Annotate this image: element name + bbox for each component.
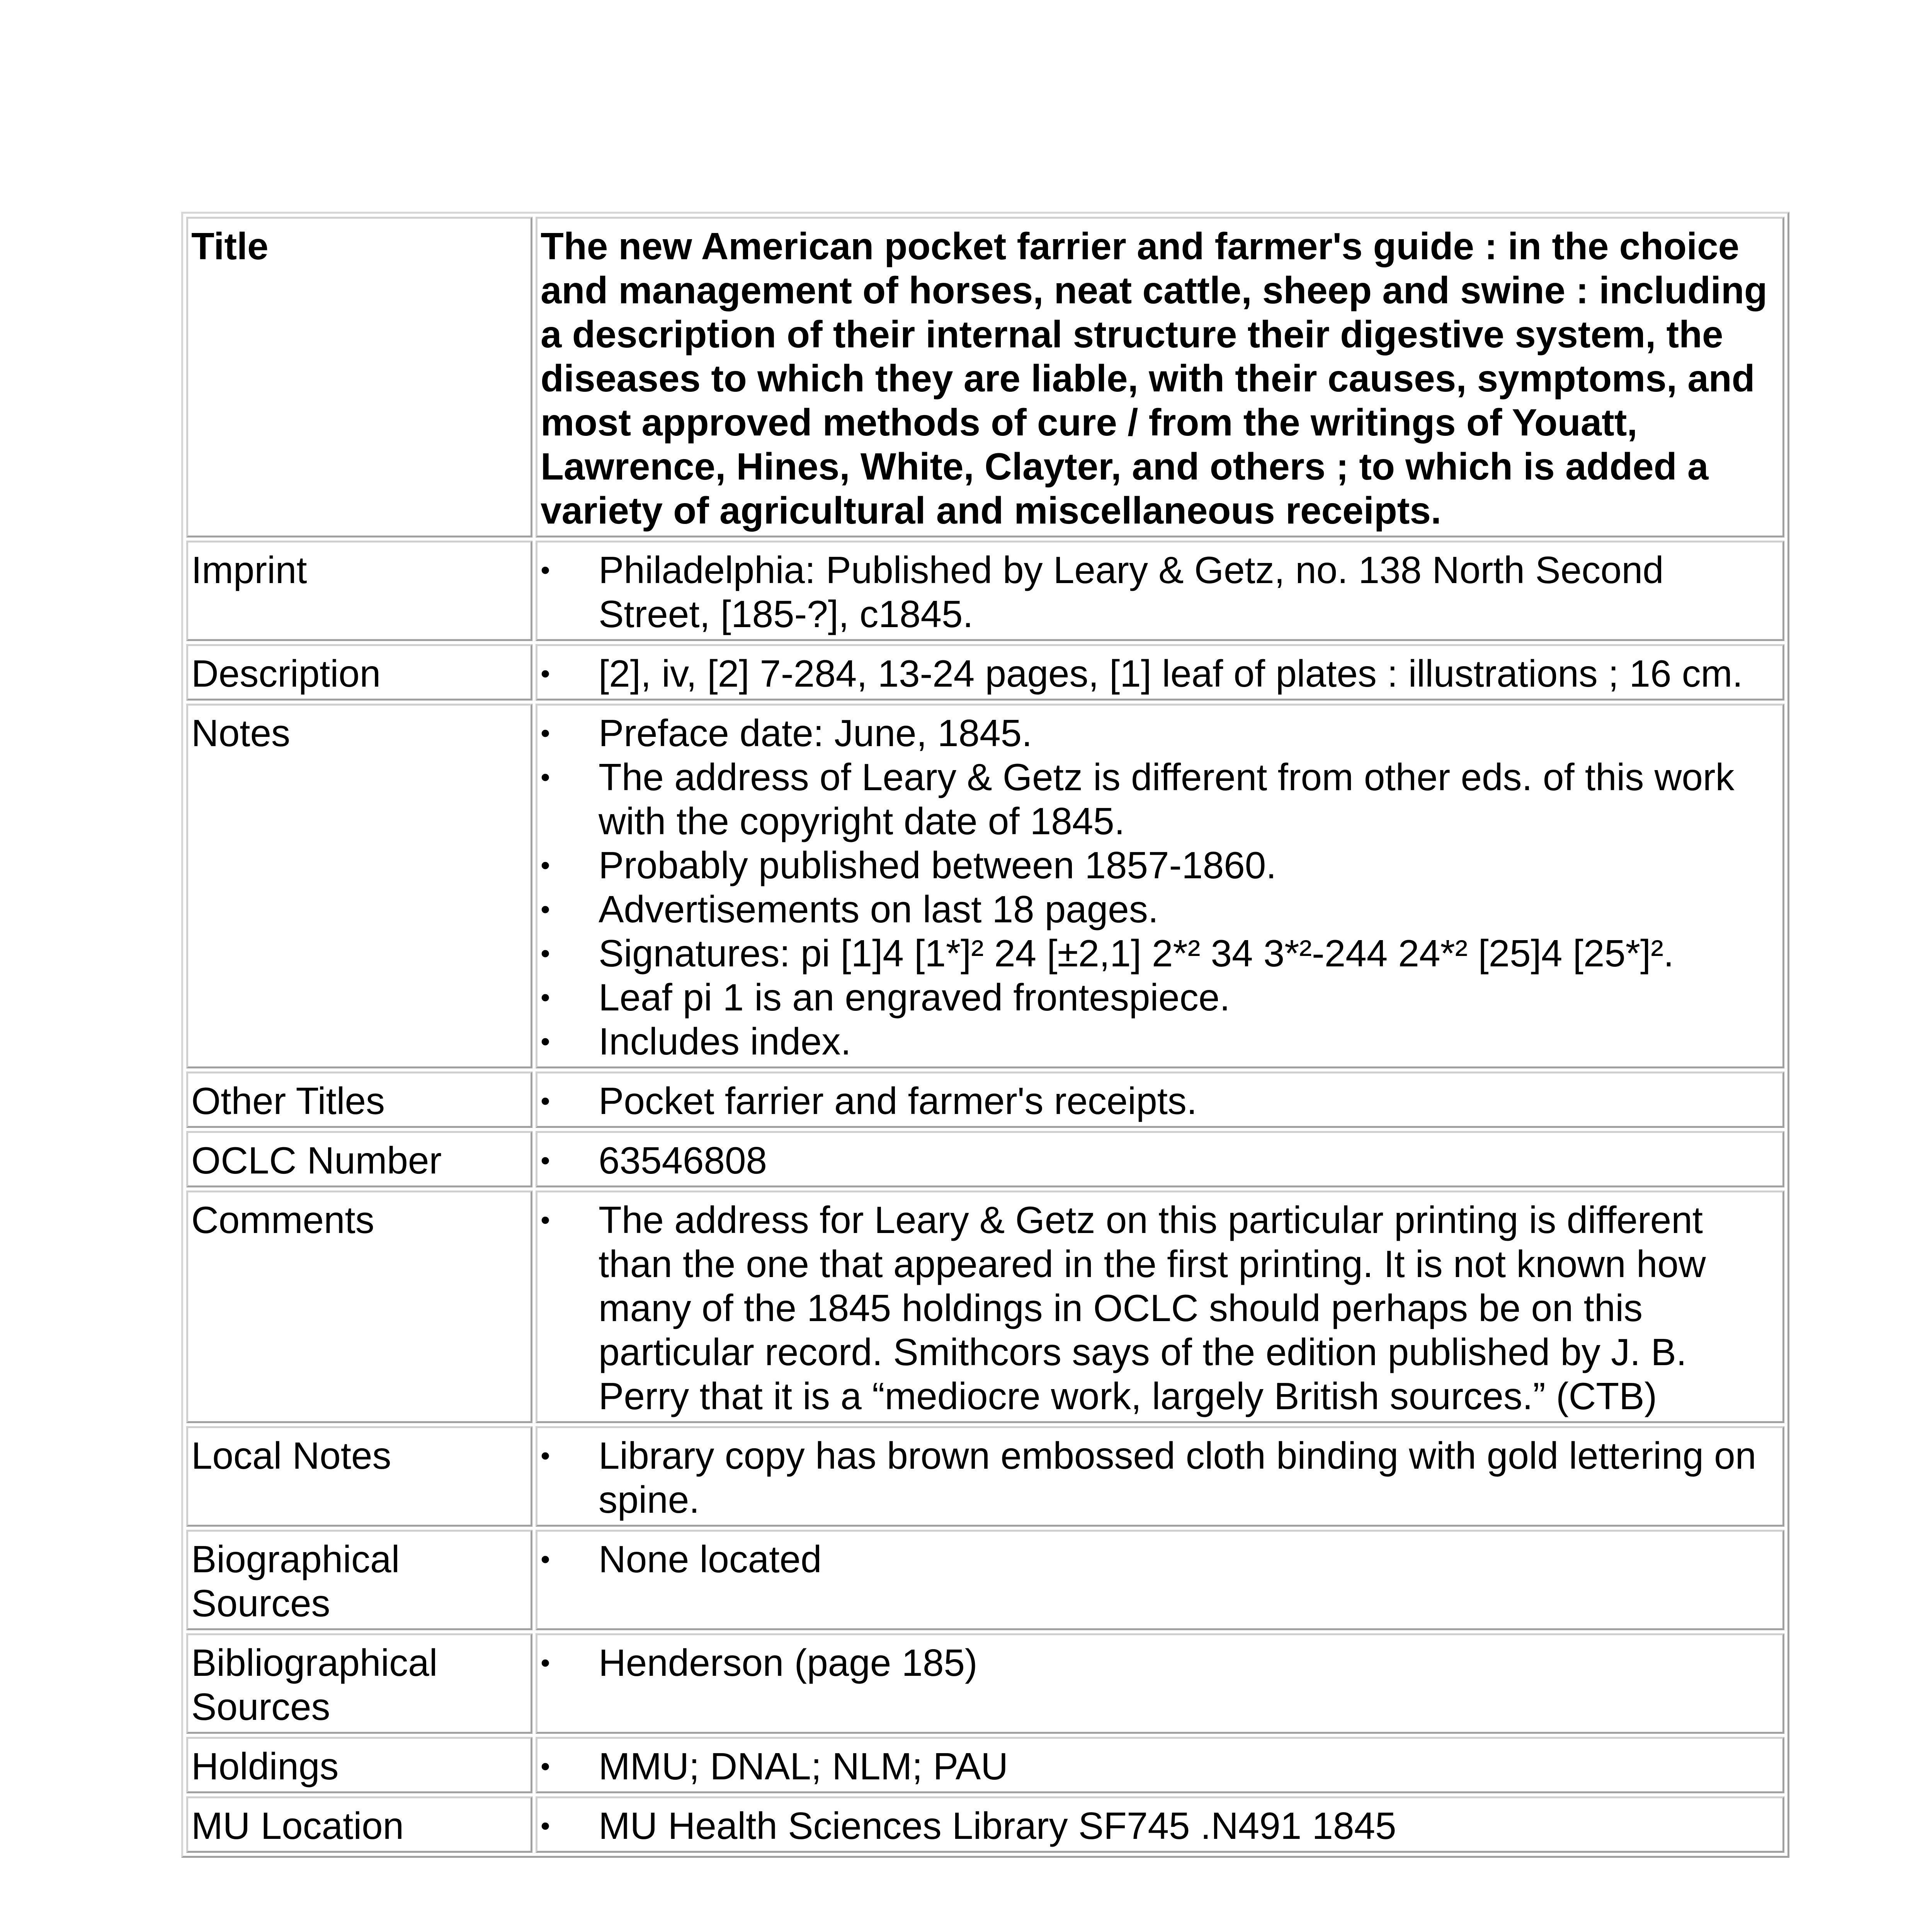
field-value-item: • Signatures: pi [1]4 [1*]² 24 [±2,1] 2*² 34 3*²-244 24*² [25]4 [25*]². <box>599 931 1779 975</box>
field-label-local-notes: Local Notes <box>186 1426 532 1527</box>
field-label-comments: Comments <box>186 1190 532 1423</box>
record-row-holdings <box>186 1737 1784 1793</box>
record-row-title <box>186 217 1784 537</box>
field-value-list <box>541 1434 1779 1522</box>
field-value-item: • 63546808 <box>599 1138 1779 1182</box>
field-value-list <box>541 548 1779 636</box>
field-value-item: • [2], iv, [2] 7-284, 13-24 pages, [1] leaf of plates : illustrations ; 16 cm. <box>599 651 1779 696</box>
record-row-local-notes <box>186 1426 1784 1527</box>
record-row-imprint <box>186 541 1784 641</box>
catalog-record-table <box>181 212 1789 1858</box>
field-value-list <box>541 1537 1779 1581</box>
field-label-description: Description <box>186 644 532 701</box>
field-value-item: • Pocket farrier and farmer's receipts. <box>599 1079 1779 1123</box>
field-label-mu-location: MU Location <box>186 1796 532 1853</box>
field-label-title: Title <box>186 217 532 537</box>
field-label-imprint: Imprint <box>186 541 532 641</box>
field-value-item: • Preface date: June, 1845. <box>599 711 1779 755</box>
field-value-list <box>541 1804 1779 1848</box>
field-value-item: • The address of Leary & Getz is different from other eds. of this work with the copyright date of 1845. <box>599 755 1779 843</box>
field-value-comments <box>536 1190 1784 1423</box>
field-label-other-titles: Other Titles <box>186 1071 532 1128</box>
field-value-biographical-sources <box>536 1530 1784 1630</box>
field-value-list <box>541 711 1779 1063</box>
field-value-description <box>536 644 1784 701</box>
record-row-bibliographical-sources <box>186 1633 1784 1734</box>
record-row-biographical-sources <box>186 1530 1784 1630</box>
field-value-item: • Library copy has brown embossed cloth binding with gold lettering on spine. <box>599 1434 1779 1522</box>
field-value-item: • Probably published between 1857-1860. <box>599 843 1779 887</box>
field-value-item: • MMU; DNAL; NLM; PAU <box>599 1744 1779 1788</box>
field-value-holdings <box>536 1737 1784 1793</box>
field-value-mu-location <box>536 1796 1784 1853</box>
field-value-oclc-number <box>536 1131 1784 1187</box>
field-value-list <box>541 1079 1779 1123</box>
field-value-list <box>541 1641 1779 1685</box>
field-value-list <box>541 651 1779 696</box>
field-label-holdings: Holdings <box>186 1737 532 1793</box>
field-label-notes: Notes <box>186 704 532 1068</box>
field-value-imprint <box>536 541 1784 641</box>
field-value-item: • Leaf pi 1 is an engraved frontespiece. <box>599 975 1779 1019</box>
record-row-comments <box>186 1190 1784 1423</box>
field-value-item: • Philadelphia: Published by Leary & Getz, no. 138 North Second Street, [185-?], c1845. <box>599 548 1779 636</box>
record-row-notes <box>186 704 1784 1068</box>
field-value-list <box>541 1744 1779 1788</box>
field-label-bibliographical-sources: Bibliographical Sources <box>186 1633 532 1734</box>
field-value-item: • None located <box>599 1537 1779 1581</box>
field-value-list <box>541 1138 1779 1182</box>
field-value-item: • Henderson (page 185) <box>599 1641 1779 1685</box>
title-value: The new American pocket farrier and farmer's guide : in the choice and management of horses, neat cattle, sheep and swine : including a description of their internal structure their digestive system, the diseases to which they are liable, with their causes, symptoms, and most approved methods of cure / from the writings of Youatt, Lawrence, Hines, White, Clayter, and others ; to which is added a variety of agricultural and miscellaneous receipts. <box>536 217 1784 537</box>
field-value-other-titles <box>536 1071 1784 1128</box>
field-value-local-notes <box>536 1426 1784 1527</box>
field-value-item: • Includes index. <box>599 1019 1779 1063</box>
record-row-description <box>186 644 1784 701</box>
field-value-item: • MU Health Sciences Library SF745 .N491 1845 <box>599 1804 1779 1848</box>
record-row-mu-location <box>186 1796 1784 1853</box>
record-body <box>186 217 1784 1853</box>
field-value-notes <box>536 704 1784 1068</box>
field-value-item: • The address for Leary & Getz on this particular printing is different than the one that appeared in the first printing. It is not known how many of the 1845 holdings in OCLC should perhaps be on this particular record. Smithcors says of the edition published by J. B. Perry that it is a “mediocre work, largely British sources.” (CTB) <box>599 1198 1779 1418</box>
field-value-item: • Advertisements on last 18 pages. <box>599 887 1779 931</box>
field-value-list <box>541 1198 1779 1418</box>
field-label-oclc-number: OCLC Number <box>186 1131 532 1187</box>
record-row-other-titles <box>186 1071 1784 1128</box>
field-label-biographical-sources: Biographical Sources <box>186 1530 532 1630</box>
record-row-oclc-number <box>186 1131 1784 1187</box>
field-value-bibliographical-sources <box>536 1633 1784 1734</box>
